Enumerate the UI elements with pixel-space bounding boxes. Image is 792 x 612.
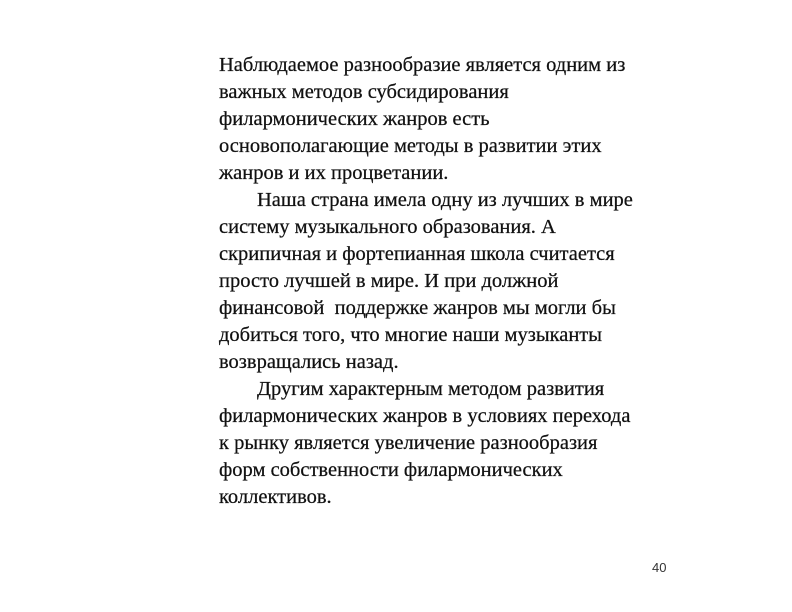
text-line: финансовой поддержке жанров мы могли бы xyxy=(219,297,616,319)
text-line: возвращались назад. xyxy=(219,351,399,373)
text-line: к рынку является увеличение разнообразия xyxy=(219,432,598,454)
text-line: филармонических жанров есть xyxy=(219,108,490,130)
body-text xyxy=(219,52,689,511)
text-line: Наша страна имела одну из лучших в мире xyxy=(257,189,633,211)
text-line: основополагающие методы в развитии этих xyxy=(219,135,602,157)
text-line: важных методов субсидирования xyxy=(219,81,509,103)
text-line: форм собственности филармонических xyxy=(219,459,563,481)
text-line: жанров и их процветании. xyxy=(219,162,449,184)
text-line: Наблюдаемое разнообразие является одним из xyxy=(219,54,626,76)
text-line: скрипичная и фортепианная школа считается xyxy=(219,243,615,265)
text-line: просто лучшей в мире. И при должной xyxy=(219,270,559,292)
page-number: 40 xyxy=(652,560,667,575)
text-line: филармонических жанров в условиях перехода xyxy=(219,405,631,427)
text-line: систему музыкального образования. А xyxy=(219,216,556,238)
text-line: Другим характерным методом развития xyxy=(257,378,605,400)
text-line: коллективов. xyxy=(219,486,332,508)
text-line: добиться того, что многие наши музыканты xyxy=(219,324,603,346)
